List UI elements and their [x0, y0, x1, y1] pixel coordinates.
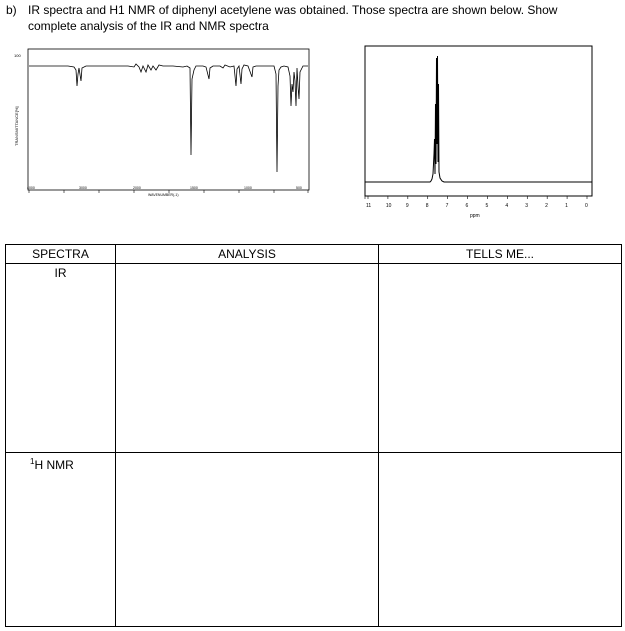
- header-spectra: SPECTRA: [6, 245, 116, 264]
- question-line-2: complete analysis of the IR and NMR spectra: [28, 19, 269, 33]
- cell-tells-me-nmr[interactable]: [379, 453, 622, 627]
- question-text: [6, 2, 616, 34]
- question-label: b): [6, 3, 17, 17]
- nmr-x-tick-label: 8: [425, 203, 429, 209]
- nmr-x-tick-label: 11: [366, 203, 372, 209]
- ir-y-tick-top: 100: [14, 53, 21, 58]
- ir-x-tick-label: 1500: [190, 186, 198, 190]
- row-label-nmr-superscript: 1: [30, 457, 35, 467]
- row-label-ir: IR: [54, 266, 67, 280]
- ir-x-tick-label: 2000: [133, 186, 141, 190]
- ir-spectrum-svg: [8, 46, 313, 201]
- nmr-x-tick-label: 7: [445, 203, 449, 209]
- row-label-nmr-text: H NMR: [34, 458, 74, 473]
- nmr-spectrum-svg: [358, 44, 598, 222]
- nmr-x-tick-label: 3: [525, 203, 529, 209]
- nmr-spectrum-trace: [365, 56, 592, 182]
- header-analysis: ANALYSIS: [116, 245, 379, 264]
- nmr-tick-labels: [366, 196, 588, 209]
- analysis-table: [5, 244, 622, 627]
- nmr-x-tick-label: 4: [505, 203, 509, 209]
- nmr-spectrum: [358, 44, 598, 222]
- ir-x-tick-label: 1000: [244, 186, 252, 190]
- ir-x-tick-label: 3000: [79, 186, 87, 190]
- ir-x-tick-label: 4000: [27, 186, 35, 190]
- table-row-ir: [6, 264, 622, 453]
- ir-spectrum-trace: [29, 64, 308, 172]
- nmr-x-tick-label: 1: [565, 203, 568, 209]
- nmr-x-axis-label: ppm: [470, 213, 480, 219]
- cell-spectra-ir: [6, 264, 116, 453]
- nmr-x-tick-label: 6: [465, 203, 469, 209]
- ir-x-axis-label: WAVENUMBER(-1): [148, 193, 179, 197]
- ir-plot-frame: [28, 49, 309, 190]
- nmr-x-tick-label: 0: [585, 203, 588, 209]
- nmr-x-tick-label: 9: [405, 203, 409, 209]
- ir-y-axis-label: TRANSMITTANCE[%]: [14, 106, 19, 146]
- cell-analysis-ir[interactable]: [116, 264, 379, 453]
- ir-x-tick-label: 500: [296, 186, 302, 190]
- header-tells-me: TELLS ME...: [379, 245, 622, 264]
- nmr-x-tick-label: 10: [385, 203, 392, 209]
- cell-spectra-nmr: [6, 453, 116, 627]
- nmr-x-tick-label: 5: [485, 203, 489, 209]
- table-header-row: [6, 245, 622, 264]
- table-row-nmr: [6, 453, 622, 627]
- cell-analysis-nmr[interactable]: [116, 453, 379, 627]
- ir-spectrum: [8, 46, 313, 201]
- row-label-nmr: [6, 453, 115, 472]
- question-line-1: IR spectra and H1 NMR of diphenyl acetylene was obtained. Those spectra are shown below. Show: [28, 3, 558, 17]
- nmr-plot-frame: [365, 46, 592, 196]
- nmr-x-tick-label: 2: [545, 203, 548, 209]
- cell-tells-me-ir[interactable]: [379, 264, 622, 453]
